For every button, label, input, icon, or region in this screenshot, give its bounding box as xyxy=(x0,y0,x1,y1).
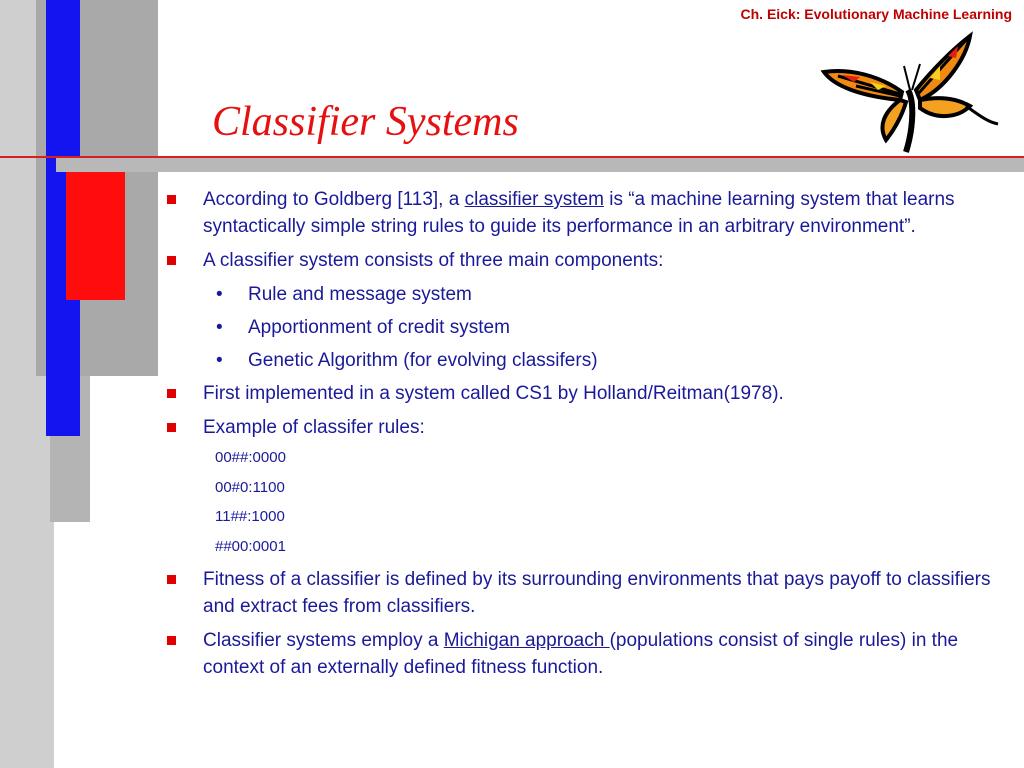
bullet-item: Classifier systems employ a Michigan approach (populations consist of single rules) in the context of an externally defined fitness function. xyxy=(162,627,1002,681)
sub-bullet-dot: • xyxy=(216,317,223,338)
bullet-item: Example of classifer rules: xyxy=(162,414,1002,441)
rule-example: ##00:0001 xyxy=(215,537,286,555)
sub-bullet-item: • Rule and message system xyxy=(162,281,1002,308)
sub-bullet-item: • Apportionment of credit system xyxy=(162,314,1002,341)
title-underline-shadow xyxy=(56,158,1024,172)
slide-body xyxy=(162,186,1002,688)
square-bullet-icon xyxy=(167,636,176,645)
square-bullet-icon xyxy=(167,256,176,265)
bullet-item: First implemented in a system called CS1 by Holland/Reitman(1978). xyxy=(162,380,1002,407)
square-bullet-icon xyxy=(167,575,176,584)
rule-example: 11##:1000 xyxy=(215,508,285,525)
sub-bullet-item: • Genetic Algorithm (for evolving classifers) xyxy=(162,347,1002,374)
sub-bullet-dot: • xyxy=(216,284,223,305)
slide-title: Classifier Systems xyxy=(212,99,519,145)
classifier-system-link[interactable]: classifier system xyxy=(464,189,604,210)
square-bullet-icon xyxy=(167,195,176,204)
bullet-item: A classifier system consists of three main components: xyxy=(162,247,1002,274)
square-bullet-icon xyxy=(167,389,176,398)
rule-example: 00#0:1100 xyxy=(215,478,285,496)
slide-header: Ch. Eick: Evolutionary Machine Learning xyxy=(740,6,1012,22)
sub-bullet-dot: • xyxy=(216,350,223,371)
butterfly-icon xyxy=(820,30,1000,155)
bullet-item: Fitness of a classifier is defined by its surrounding environments that pays payoff to classifiers and extract fees from classifiers. xyxy=(162,566,1002,620)
bullet-item: According to Goldberg [113], a classifier system is “a machine learning system that learns syntactically simple string rules to guide its performance in an arbitrary environment”. xyxy=(162,186,1002,240)
rule-example: 00##:0000 xyxy=(215,449,286,466)
red-block xyxy=(66,172,125,300)
michigan-approach-link[interactable]: Michigan approach xyxy=(443,630,610,651)
square-bullet-icon xyxy=(167,423,176,432)
